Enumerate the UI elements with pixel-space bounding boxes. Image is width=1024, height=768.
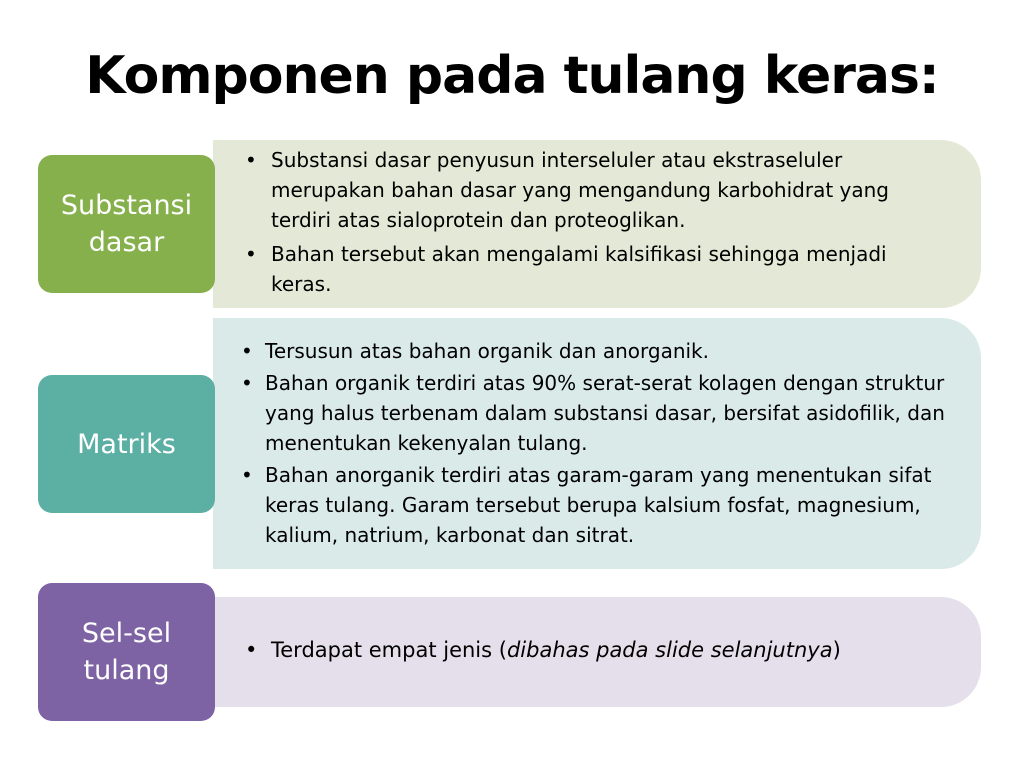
bullet-item — [245, 239, 951, 299]
bullet-icon: • — [241, 339, 253, 363]
bullet-icon: • — [241, 371, 253, 395]
bullet-text: Substansi dasar penyusun interseluler atau ekstraseluler merupakan bahan dasar yang mengandung karbohidrat yang terdiri atas sialoprotein dan proteoglikan. — [271, 148, 889, 232]
sel-sel-tulang-bullet-list — [245, 635, 951, 665]
bullet-icon: • — [245, 242, 257, 266]
bullet-text: Bahan organik terdiri atas 90% serat-serat kolagen dengan struktur yang halus terbenam dalam substansi dasar, bersifat asidofilik, dan menentukan kekenyalan tulang. — [265, 371, 945, 455]
matriks-bullet-list — [241, 336, 951, 550]
section-label-text: Substansi dasar — [60, 190, 193, 258]
bullet-icon: • — [245, 638, 258, 662]
substansi-dasar-panel — [213, 140, 981, 308]
bullet-item — [241, 460, 951, 550]
bullet-text-after: ) — [832, 638, 841, 662]
bullet-item — [245, 145, 951, 235]
bullet-text-italic: dibahas pada slide selanjutnya — [506, 638, 833, 662]
bullet-icon: • — [245, 148, 257, 172]
substansi-dasar-label — [38, 155, 215, 293]
bullet-item — [245, 635, 951, 665]
bullet-icon: • — [241, 463, 253, 487]
bullet-text: Tersusun atas bahan organik dan anorganik. — [265, 339, 709, 363]
bullet-text: Bahan tersebut akan mengalami kalsifikasi sehingga menjadi keras. — [271, 242, 887, 296]
sel-sel-tulang-label — [38, 583, 215, 721]
matriks-label — [38, 375, 215, 513]
slide-title: Komponen pada tulang keras: — [85, 46, 939, 106]
matriks-panel — [213, 318, 981, 569]
bullet-text — [271, 635, 951, 665]
section-label-text: Sel-sel tulang — [81, 618, 172, 686]
section-label-text: Matriks — [77, 428, 176, 460]
bullet-text: Bahan anorganik terdiri atas garam-garam yang menentukan sifat keras tulang. Garam tersebut berupa kalsium fosfat, magnesium, kalium, natrium, karbonat dan sitrat. — [265, 463, 932, 547]
sel-sel-tulang-panel — [213, 597, 981, 707]
bullet-text-before: Terdapat empat jenis ( — [271, 638, 507, 662]
substansi-dasar-bullet-list — [245, 145, 951, 299]
bullet-item — [241, 336, 951, 366]
bullet-item — [241, 368, 951, 458]
